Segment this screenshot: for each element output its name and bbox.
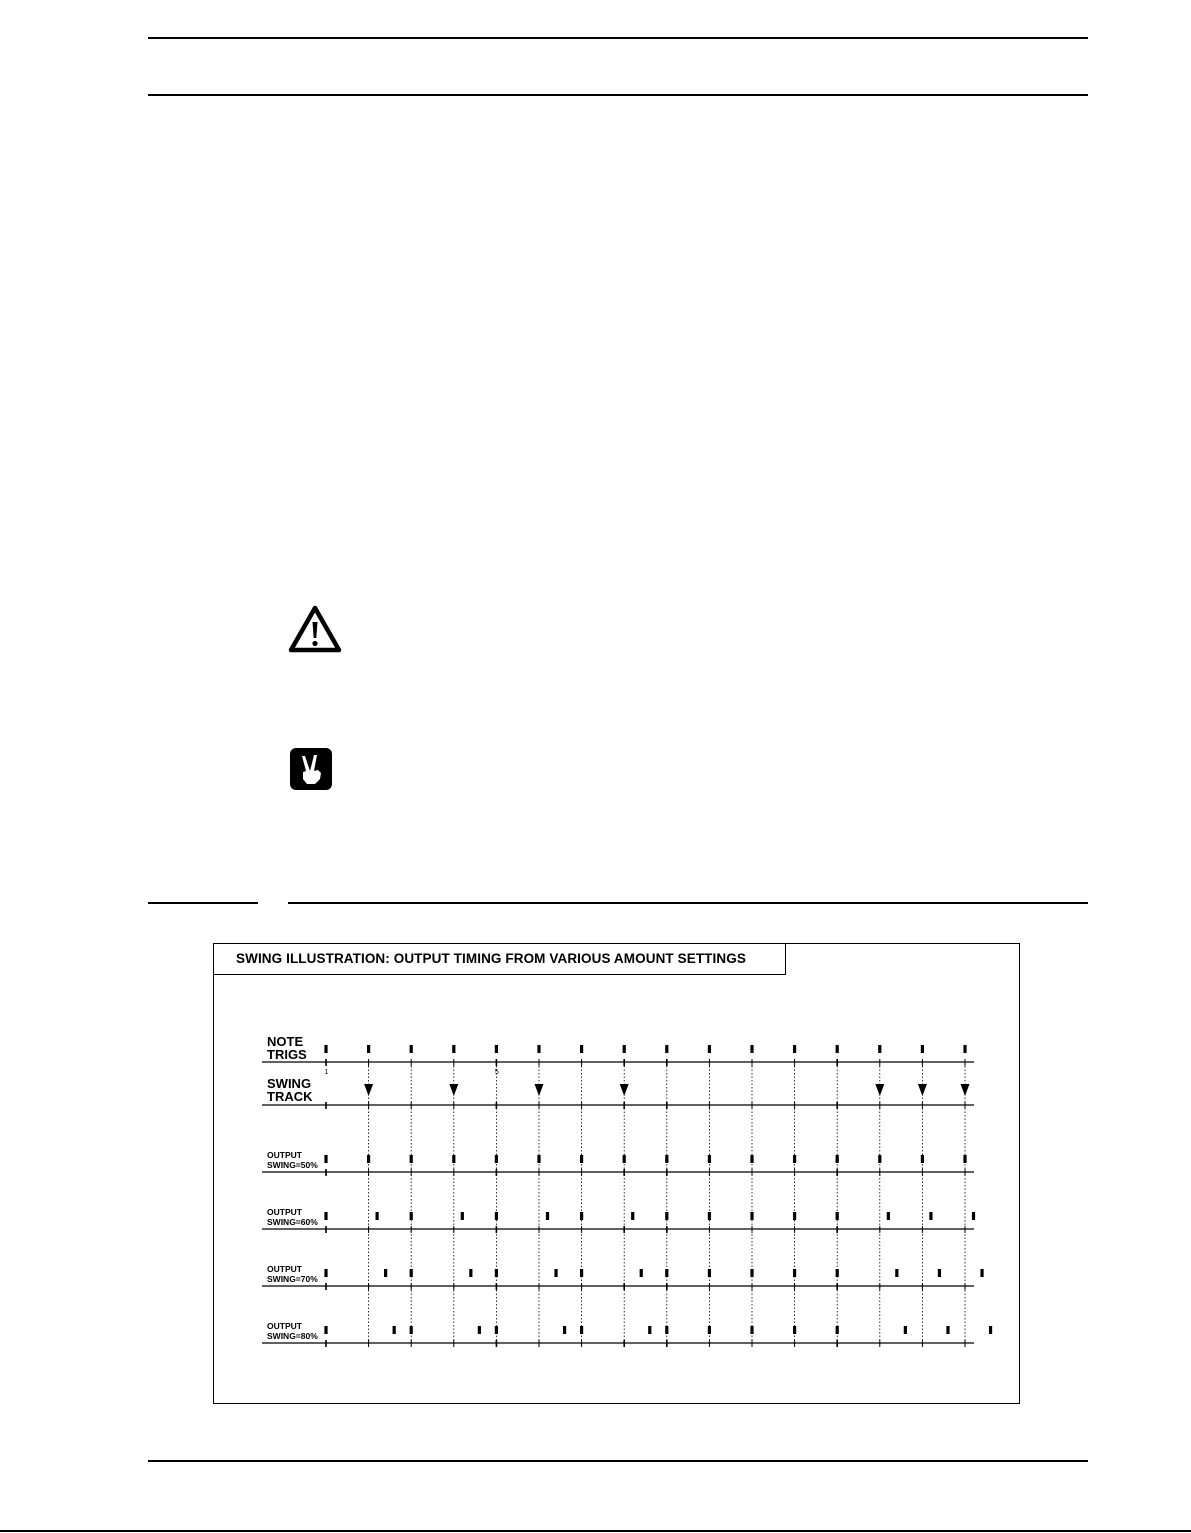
note-trig-mark: [623, 1045, 626, 1053]
output-trig-mark: [324, 1212, 327, 1220]
output-trig-mark: [495, 1155, 498, 1163]
note-trig-mark: [836, 1045, 839, 1053]
row-label: SWING: [267, 1076, 312, 1091]
output-trig-mark: [648, 1326, 651, 1334]
output-trig-mark: [469, 1269, 472, 1277]
swing-track-marker: [535, 1084, 544, 1096]
output-trig-mark: [708, 1326, 711, 1334]
swing-track-marker: [918, 1084, 927, 1096]
note-trig-mark: [665, 1045, 668, 1053]
row-label: OUTPUT: [267, 1321, 302, 1331]
output-trig-mark: [750, 1326, 753, 1334]
note-trig-mark: [878, 1045, 881, 1053]
output-trig-mark: [665, 1269, 668, 1277]
output-trig-mark: [793, 1212, 796, 1220]
output-trig-mark: [580, 1155, 583, 1163]
output-trig-mark: [452, 1155, 455, 1163]
output-trig-mark: [393, 1326, 396, 1334]
note-trig-mark: [793, 1045, 796, 1053]
output-trig-mark: [946, 1326, 949, 1334]
note-trig-mark: [750, 1045, 753, 1053]
output-trig-mark: [836, 1269, 839, 1277]
row-label: OUTPUT: [267, 1264, 302, 1274]
output-trig-mark: [665, 1326, 668, 1334]
row-label: SWING=70%: [267, 1274, 318, 1284]
output-trig-mark: [640, 1269, 643, 1277]
note-trig-mark: [708, 1045, 711, 1053]
row-label: SWING=50%: [267, 1160, 318, 1170]
output-trig-mark: [836, 1155, 839, 1163]
output-trig-mark: [793, 1155, 796, 1163]
output-trig-mark: [708, 1155, 711, 1163]
output-trig-mark: [895, 1269, 898, 1277]
output-trig-mark: [324, 1269, 327, 1277]
output-trig-mark: [631, 1212, 634, 1220]
footer-rule: [148, 1460, 1088, 1462]
row-label: SWING=80%: [267, 1331, 318, 1341]
output-trig-mark: [554, 1269, 557, 1277]
output-trig-mark: [938, 1269, 941, 1277]
row-label: NOTE: [267, 1034, 304, 1049]
output-trig-mark: [367, 1155, 370, 1163]
step-number: 5: [494, 1069, 499, 1076]
output-trig-mark: [750, 1269, 753, 1277]
note-trig-mark: [324, 1045, 327, 1053]
note-trig-mark: [495, 1045, 498, 1053]
output-trig-mark: [921, 1155, 924, 1163]
output-trig-mark: [324, 1326, 327, 1334]
note-trig-mark: [921, 1045, 924, 1053]
note-trig-mark: [452, 1045, 455, 1053]
output-trig-mark: [793, 1269, 796, 1277]
output-trig-mark: [410, 1155, 413, 1163]
output-trig-mark: [563, 1326, 566, 1334]
output-trig-mark: [708, 1269, 711, 1277]
output-trig-mark: [410, 1212, 413, 1220]
output-trig-mark: [836, 1212, 839, 1220]
output-trig-mark: [980, 1269, 983, 1277]
output-trig-mark: [750, 1155, 753, 1163]
note-trig-mark: [580, 1045, 583, 1053]
output-trig-mark: [478, 1326, 481, 1334]
output-trig-mark: [750, 1212, 753, 1220]
output-trig-mark: [665, 1155, 668, 1163]
output-trig-mark: [580, 1212, 583, 1220]
note-trig-mark: [410, 1045, 413, 1053]
note-trig-mark: [367, 1045, 370, 1053]
swing-track-marker: [449, 1084, 458, 1096]
row-label: OUTPUT: [267, 1150, 302, 1160]
output-trig-mark: [384, 1269, 387, 1277]
output-trig-mark: [580, 1326, 583, 1334]
output-trig-mark: [537, 1155, 540, 1163]
output-trig-mark: [461, 1212, 464, 1220]
page-bottom-rule: [0, 1530, 1191, 1532]
output-trig-mark: [887, 1212, 890, 1220]
output-trig-mark: [410, 1269, 413, 1277]
row-label: OUTPUT: [267, 1207, 302, 1217]
output-trig-mark: [324, 1155, 327, 1163]
step-number: 1: [324, 1069, 329, 1076]
row-label: SWING=60%: [267, 1217, 318, 1227]
output-trig-mark: [665, 1212, 668, 1220]
output-trig-mark: [878, 1155, 881, 1163]
output-trig-mark: [495, 1269, 498, 1277]
output-trig-mark: [708, 1212, 711, 1220]
swing-track-marker: [961, 1084, 970, 1096]
output-trig-mark: [904, 1326, 907, 1334]
output-trig-mark: [972, 1212, 975, 1220]
row-label: TRACK: [267, 1089, 313, 1104]
output-trig-mark: [793, 1326, 796, 1334]
swing-track-marker: [620, 1084, 629, 1096]
output-trig-mark: [929, 1212, 932, 1220]
row-label: TRIGS: [267, 1047, 307, 1062]
output-trig-mark: [836, 1326, 839, 1334]
diagram-title: SWING ILLUSTRATION: OUTPUT TIMING FROM VARIOUS AMOUNT SETTINGS: [213, 943, 786, 975]
output-trig-mark: [963, 1155, 966, 1163]
output-trig-mark: [623, 1155, 626, 1163]
output-trig-mark: [546, 1212, 549, 1220]
note-trig-mark: [963, 1045, 966, 1053]
swing-track-marker: [875, 1084, 884, 1096]
output-trig-mark: [580, 1269, 583, 1277]
output-trig-mark: [376, 1212, 379, 1220]
output-trig-mark: [989, 1326, 992, 1334]
output-trig-mark: [495, 1212, 498, 1220]
output-trig-mark: [495, 1326, 498, 1334]
swing-track-marker: [364, 1084, 373, 1096]
output-trig-mark: [410, 1326, 413, 1334]
note-trig-mark: [537, 1045, 540, 1053]
